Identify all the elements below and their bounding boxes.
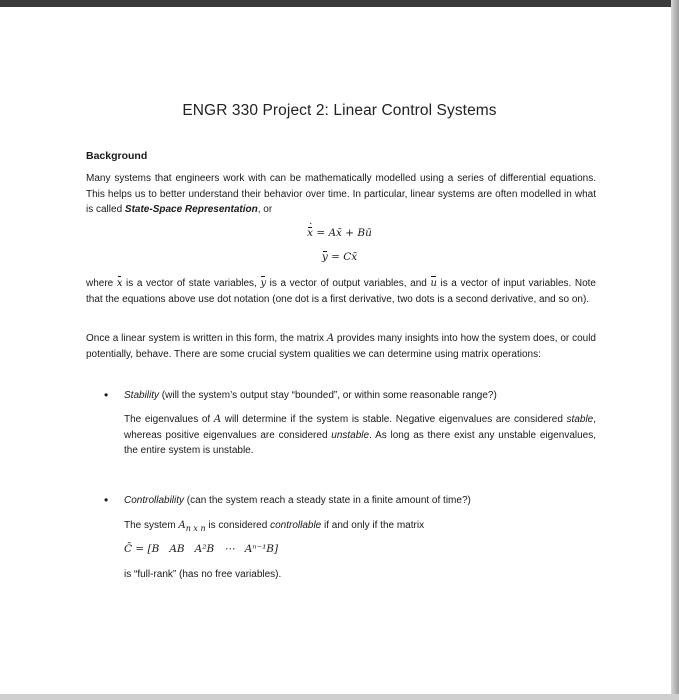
- equation-state: [0, 227, 679, 239]
- once-text-1: Once a linear system is written in this form, the matrix: [86, 333, 327, 344]
- where-paragraph: [86, 276, 596, 307]
- ctrl-matrix-rhs: = [B AB A²B ⋯ Aⁿ⁻¹B]: [132, 543, 279, 555]
- where-x-bar: x: [117, 276, 123, 292]
- ctrl-text-1: The system: [124, 520, 179, 531]
- eq-x-dot: x ·: [307, 227, 313, 239]
- controllability-statement: [124, 518, 596, 537]
- where-text-4: is a vector of input variables. Note that the equations above use dot notation (one dot is a first derivative, two dots is a second derivative, and so on).: [86, 278, 596, 305]
- where-u-bar: u: [430, 276, 436, 292]
- eq2-rhs: = Cx̄: [327, 251, 358, 263]
- page-bottom-edge: [0, 694, 679, 700]
- ctrl-matrix-lhs: C̄: [124, 543, 133, 555]
- once-text-2: provides many insights into how the system does, or could potentially, behave. There are some crucial system qualities we can determine using matrix operations:: [86, 333, 596, 360]
- bullet-controllability: •: [104, 493, 109, 507]
- where-text-2: is a vector of state variables,: [122, 278, 261, 289]
- window-top-bar: [0, 0, 679, 7]
- bullet-stability: •: [104, 388, 109, 402]
- controllability-question: (can the system reach a steady state in a finite amount of time?): [184, 495, 471, 506]
- stability-text-4: . As long as there exist any unstable eigenvalues, the entire system is unstable.: [124, 429, 597, 456]
- ctrl-matrix-subscript: n x n: [185, 524, 206, 533]
- where-text-3: is a vector of output variables, and: [266, 278, 431, 289]
- controllability-label: Controllability: [124, 495, 185, 506]
- eq-y-bar: y: [321, 251, 328, 263]
- where-text-1: where: [86, 278, 117, 289]
- stability-stable: stable: [566, 414, 594, 425]
- stability-text-3: , whereas positive eigenvalues are considered: [124, 414, 597, 441]
- intro-emphasis: State-Space Representation: [124, 204, 258, 215]
- equation-output: [0, 251, 679, 263]
- stability-label: Stability: [124, 390, 160, 401]
- stability-title: [124, 388, 596, 404]
- stability-matrix-a: A: [213, 414, 222, 425]
- stability-text-1: The eigenvalues of: [124, 414, 214, 425]
- ctrl-controllable: controllable: [270, 520, 322, 531]
- ctrl-matrix-a: A: [178, 520, 186, 531]
- stability-text-2: will determine if the system is stable. Negative eigenvalues are considered: [221, 414, 567, 425]
- intro-text-end: , or: [257, 204, 273, 215]
- once-paragraph: [86, 331, 596, 362]
- intro-paragraph: [86, 171, 596, 218]
- stability-unstable: unstable: [331, 429, 370, 441]
- ctrl-text-3: if and only if the matrix: [321, 520, 425, 531]
- where-y-bar: y: [260, 276, 266, 292]
- once-matrix-a: A: [326, 333, 335, 344]
- stability-question: (will the system’s output stay “bounded”, or within some reasonable range?): [159, 390, 497, 401]
- controllability-title: [124, 493, 596, 509]
- document-title: ENGR 330 Project 2: Linear Control Systems: [182, 102, 497, 119]
- intro-text: Many systems that engineers work with can be mathematically modelled using a series of differential equations. This helps us to better understand their behavior over time. In particular, linear systems are often modelled in what is called: [86, 173, 596, 215]
- controllability-matrix: [124, 542, 596, 558]
- eq1-rhs: = Ax̄ + Bū: [312, 227, 372, 239]
- controllability-fullrank: is “full-rank” (has no free variables).: [124, 569, 282, 580]
- ctrl-text-2: is considered: [205, 520, 271, 531]
- section-heading-background: Background: [86, 150, 148, 162]
- stability-description: [124, 412, 596, 459]
